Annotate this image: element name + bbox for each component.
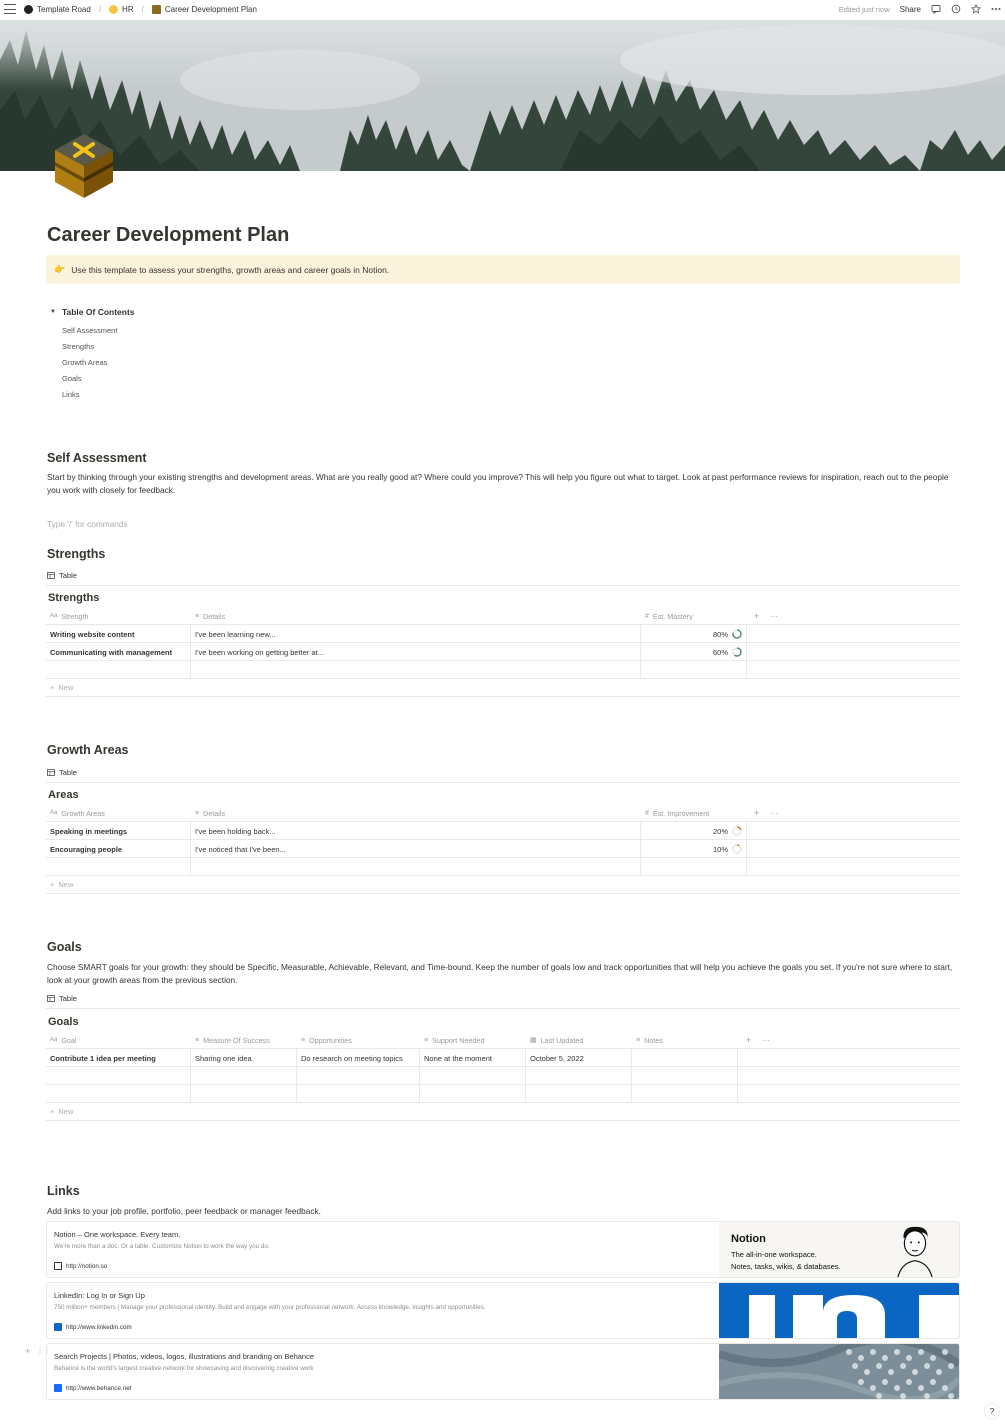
bookmark-description: 750 million+ members | Manage your professional identity. Build and engage with your professional network. Access knowledge, insights and opportunities. [54,1304,486,1311]
column-label: Est. Improvement [652,808,710,818]
help-button[interactable]: ? [985,1404,999,1418]
column-label: Notes [644,1035,663,1045]
bookmark-title: LinkedIn: Log In or Sign Up [54,1291,145,1300]
toc-heading: Table Of Contents [61,307,135,317]
progress-ring [732,629,742,639]
section-heading-self-assessment[interactable]: Self Assessment [47,451,147,465]
person-illustration-icon [889,1224,939,1278]
growth-area-name[interactable]: Encouraging people [46,840,191,858]
column-header[interactable] [526,1031,632,1049]
empty-cell[interactable] [46,1067,191,1085]
table-row[interactable] [46,1085,960,1103]
add-column-button[interactable]: + [754,611,760,621]
new-label: New [58,1107,74,1116]
menu-icon[interactable] [4,4,16,14]
new-label: New [58,683,74,692]
view-tab-label: Table [59,994,77,1003]
bookmark-url-text: http://www.linkedin.com [66,1323,132,1331]
breadcrumb-item[interactable]: Career Development Plan [164,4,257,14]
growth-area-details[interactable]: I've been holding back... [191,822,641,840]
thumbnail-line: Notes, tasks, wikis, & databases. [731,1262,841,1271]
mastery-value: 80% [712,629,728,639]
growth-area-details[interactable]: I've noticed that I've been... [191,840,641,858]
table-row[interactable] [46,822,960,840]
toc-item-links[interactable]: Links [62,390,80,399]
bookmark-thumbnail [719,1344,959,1400]
view-tab-label: Table [59,768,77,777]
column-label: Strength [61,611,89,621]
table-row[interactable] [46,643,960,661]
database-title[interactable]: Areas [48,789,79,801]
database-title[interactable]: Strengths [48,592,100,604]
bookmark-url [54,1384,131,1392]
column-header[interactable] [191,804,641,822]
column-label: Measure Of Success [203,1035,270,1045]
toc-item-self-assessment[interactable]: Self Assessment [62,326,118,335]
callout [46,255,960,284]
view-tab-table[interactable] [47,994,84,1009]
strengths-table [46,607,960,697]
table-row[interactable] [46,858,960,876]
strength-details[interactable]: I've been learning new... [191,625,641,643]
empty-cell[interactable] [297,1067,420,1085]
table-of-contents [50,307,135,317]
empty-cell[interactable] [191,1067,297,1085]
new-row-button[interactable] [46,1103,960,1121]
divider [46,585,960,586]
toc-toggle[interactable] [50,307,135,317]
column-label: Last Updated [540,1035,584,1045]
number-prop-icon: # [645,612,649,620]
column-header[interactable] [46,607,191,625]
progress-ring [732,647,742,657]
strength-name[interactable]: Writing website content [46,625,191,643]
column-label: Support Needed [432,1035,485,1045]
database-title[interactable]: Goals [48,1016,79,1028]
behance-favicon-icon [54,1384,62,1392]
growth-areas-table [46,804,960,894]
number-prop-icon: # [645,809,649,817]
new-row-button[interactable] [46,876,960,894]
empty-cell[interactable] [420,1067,526,1085]
block-add-icon[interactable]: + [25,1346,31,1356]
linkedin-logo-icon [719,1283,959,1339]
thumbnail-line: The all-in-one workspace. [731,1250,817,1259]
top-bar [0,0,1005,18]
new-label: New [58,880,74,889]
goal-measure[interactable]: Sharing one idea [191,1049,297,1067]
progress-ring-track [733,845,741,853]
bookmark-linkedin[interactable] [46,1282,960,1339]
plus-icon: + [50,1107,55,1116]
empty-cell[interactable] [641,661,747,679]
template-road-icon [24,5,33,14]
improvement-value: 10% [712,844,728,854]
empty-cell[interactable] [297,1085,420,1103]
page-title[interactable]: Career Development Plan [47,224,290,246]
column-label: Goal [61,1035,77,1045]
plus-icon: + [50,880,55,889]
edited-status: Edited just now [838,4,890,14]
bookmark-thumbnail [719,1283,959,1339]
bookmark-behance[interactable] [46,1343,960,1400]
column-header[interactable] [641,804,747,822]
table-row[interactable] [46,661,960,679]
text-prop-icon: ≡ [636,1036,641,1044]
empty-cell[interactable] [632,1085,738,1103]
table-row[interactable] [46,840,960,858]
pointing-hand-icon: 👉 [54,264,66,274]
toc-item-goals[interactable]: Goals [62,374,82,383]
toc-item-strengths[interactable]: Strengths [62,342,95,351]
mastery-value: 60% [712,647,728,657]
empty-cell[interactable] [46,661,191,679]
command-placeholder[interactable]: Type '/' for commands [47,519,128,529]
page-cube-icon[interactable] [53,132,115,200]
text-prop-icon: ≡ [195,809,200,817]
column-label: Opportunities [309,1035,352,1045]
plus-icon: + [50,683,55,692]
page-cube-icon [152,5,161,14]
empty-cell[interactable] [46,1085,191,1103]
divider [46,1008,960,1009]
triangle-down-icon[interactable]: ▼ [50,309,56,315]
goals-table [46,1031,960,1121]
section-heading-goals[interactable]: Goals [47,940,82,954]
column-header[interactable] [641,607,747,625]
empty-cell[interactable] [526,1067,632,1085]
empty-cell[interactable] [191,1085,297,1103]
empty-cell[interactable] [420,1085,526,1103]
mastery-cell[interactable] [641,625,747,643]
empty-cell[interactable] [191,661,641,679]
table-row[interactable] [46,1067,960,1085]
section-heading-links[interactable]: Links [47,1184,80,1198]
toc-item-growth-areas[interactable]: Growth Areas [62,358,108,367]
breadcrumb-item[interactable]: HR [122,4,134,14]
table-header [46,1031,960,1049]
goals-text[interactable]: Choose SMART goals for your growth: they should be Specific, Measurable, Achievable, Relevant, and Time-bound. Keep the number of goals low and track opportunities that will help you achieve the goals you set. If you're not sure where to start, look at your growth areas from the previous section. [47,962,953,985]
share-button[interactable]: Share [899,4,921,14]
drag-handle-icon[interactable]: ⋮⋮ [36,1346,50,1355]
empty-cell[interactable] [641,858,747,876]
text-prop-icon: ≡ [424,1036,429,1044]
strength-name[interactable]: Communicating with management [46,643,191,661]
bookmark-url-text: http://www.behance.net [66,1384,132,1392]
improvement-cell[interactable] [641,822,747,840]
bookmark-notion[interactable] [46,1221,960,1278]
breadcrumb-item[interactable]: Template Road [37,4,91,14]
bookmark-thumbnail [719,1222,959,1278]
new-row-button[interactable] [46,679,960,697]
view-tab-table[interactable] [47,768,84,783]
calendar-icon: ▦ [530,1037,537,1044]
growth-area-name[interactable]: Speaking in meetings [46,822,191,840]
bookmark-description: Behance is the world's largest creative network for showcasing and discovering creative work [54,1365,314,1372]
column-header[interactable] [297,1031,420,1049]
column-header[interactable] [191,607,641,625]
column-label: Details [203,808,226,818]
bookmark-url [54,1262,107,1270]
breadcrumb-separator: / [98,4,102,14]
star-icon[interactable] [971,4,981,14]
table-header [46,804,960,822]
callout-text[interactable]: Use this template to assess your strengths, growth areas and career goals in Notion. [71,264,390,275]
comment-icon[interactable] [931,4,941,14]
bookmark-url [54,1323,132,1331]
section-heading-strengths[interactable]: Strengths [47,547,106,561]
improvement-value: 20% [712,826,728,836]
title-prop-icon: Aa [50,613,58,619]
empty-cell[interactable] [46,858,191,876]
bookmark-url-text: http://notion.so [66,1262,108,1270]
more-options-icon[interactable]: ··· [762,1035,770,1045]
goal-notes[interactable] [632,1049,738,1067]
empty-cell[interactable] [632,1067,738,1085]
section-heading-growth-areas[interactable]: Growth Areas [47,743,129,757]
progress-ring [732,844,742,854]
text-prop-icon: ≡ [195,1036,200,1044]
linkedin-favicon-icon [54,1323,62,1331]
bookmark-title: Notion – One workspace. Every team. [54,1230,181,1239]
empty-cell[interactable] [191,858,641,876]
table-row[interactable] [46,1049,960,1067]
hr-emoji-icon [109,5,118,14]
table-icon [47,995,55,1002]
table-icon [47,769,55,776]
improvement-cell[interactable] [641,840,747,858]
column-label: Details [203,611,226,621]
column-header[interactable] [46,1031,191,1049]
goal-name[interactable]: Contribute 1 idea per meeting [46,1049,191,1067]
empty-cell[interactable] [526,1085,632,1103]
self-assessment-text[interactable]: Start by thinking through your existing strengths and development areas. What are you really good at? Where could you improve? This will help you figure out what to target. Look at past performance reviews for inspiration, reach out to the people you work with closely for feedback. [47,472,949,495]
thumbnail-title: Notion [731,1233,766,1245]
title-prop-icon: Aa [50,1037,58,1043]
breadcrumb-separator: / [141,4,144,14]
column-header[interactable] [191,1031,297,1049]
progress-ring [732,826,742,836]
add-column-button[interactable]: + [746,1035,752,1045]
notion-favicon-icon [54,1262,62,1270]
goal-support[interactable]: None at the moment [420,1049,526,1067]
view-tab-label: Table [59,571,77,580]
title-prop-icon: Aa [50,810,58,816]
forest-illustration [0,20,1005,171]
column-label: Growth Areas [61,808,105,818]
mastery-cell[interactable] [641,643,747,661]
history-icon[interactable] [951,4,961,14]
more-icon[interactable] [991,4,1001,14]
view-tab-table[interactable] [47,571,84,586]
column-header[interactable] [632,1031,738,1049]
bookmark-description: We're more than a doc. Or a table. Customize Notion to work the way you do. [54,1243,270,1250]
text-prop-icon: ≡ [195,612,200,620]
links-text[interactable]: Add links to your job profile, portfolio, peer feedback or manager feedback. [47,1206,321,1216]
cover-image [0,20,1005,171]
strength-details[interactable]: I've been working on getting better at... [191,643,641,661]
text-prop-icon: ≡ [301,1036,306,1044]
add-column-button[interactable]: + [754,808,760,818]
breadcrumb [24,5,257,14]
column-header[interactable] [46,804,191,822]
goal-last-updated[interactable]: October 5, 2022 [526,1049,632,1067]
table-header [46,607,960,625]
column-header[interactable] [420,1031,526,1049]
more-options-icon[interactable]: ··· [770,808,778,818]
column-label: Est. Mastery [652,611,693,621]
divider [46,782,960,783]
goal-opportunities[interactable]: Do research on meeting topics [297,1049,420,1067]
texture-illustration [719,1344,959,1400]
more-options-icon[interactable]: ··· [770,611,778,621]
table-row[interactable] [46,625,960,643]
bookmark-title: Search Projects | Photos, videos, logos, illustrations and branding on Behance [54,1352,315,1361]
table-icon [47,572,55,579]
